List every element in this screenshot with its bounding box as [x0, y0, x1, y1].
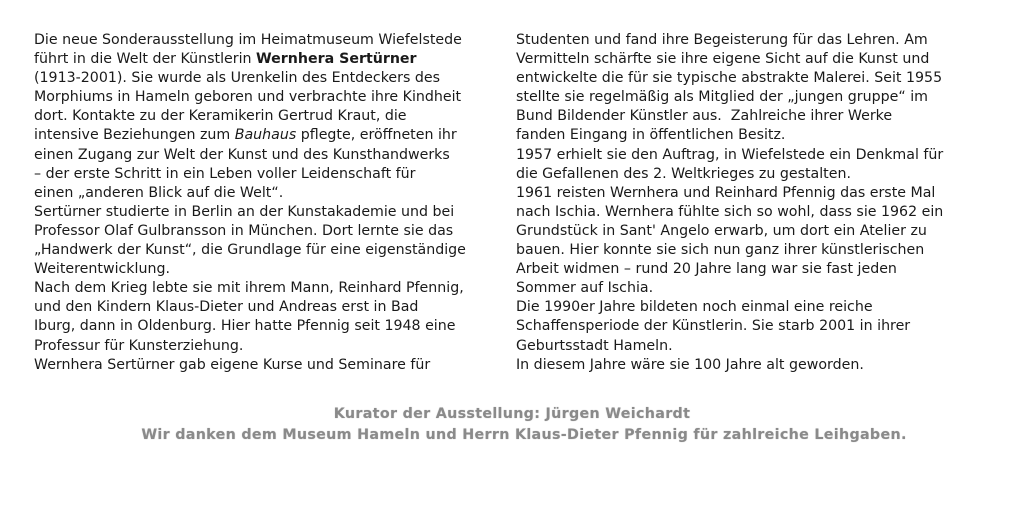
text-line: 1961 reisten Wernhera und Reinhard Pfennig das erste Mal	[516, 184, 936, 201]
text-line: dort. Kontakte zu der Keramikerin Gertrud Kraut, die	[34, 108, 407, 125]
text-line: Professur für Kunsterziehung.	[34, 337, 244, 354]
text-line: die Gefallenen des 2. Weltkrieges zu gestalten.	[516, 165, 851, 182]
text-line	[34, 126, 500, 145]
right-text-column	[516, 31, 996, 375]
text-segment: intensive Beziehungen zum	[34, 127, 235, 144]
text-line: Iburg, dann in Oldenburg. Hier hatte Pfennig seit 1948 eine	[34, 318, 456, 335]
text-segment: führt in die Welt der Künstlerin	[34, 51, 257, 68]
text-line: bauen. Hier konnte sie sich nun ganz ihrer künstlerischen	[516, 242, 925, 259]
artist-name-bold: Wernhera Sertürner	[256, 51, 417, 68]
text-line: fanden Eingang in öffentlichen Besitz.	[516, 127, 786, 144]
credits-block	[0, 404, 1024, 446]
text-line: Geburtsstadt Hameln.	[516, 337, 673, 354]
text-line: Professor Olaf Gulbransson in München. Dort lernte sie das	[34, 222, 454, 239]
text-line: Vermitteln schärfte sie ihre eigene Sicht auf die Kunst und	[516, 51, 930, 68]
text-line: und den Kindern Klaus-Dieter und Andreas erst in Bad	[34, 299, 419, 316]
text-line: Wernhera Sertürner gab eigene Kurse und Seminare für	[34, 356, 431, 373]
thanks-credit: Wir danken dem Museum Hameln und Herrn Klaus-Dieter Pfennig für zahlreiche Leihgaben.	[141, 427, 907, 443]
text-line: Bund Bildender Künstler aus. Zahlreiche ihrer Werke	[516, 108, 893, 125]
text-segment: pflegte, eröffneten ihr	[296, 127, 457, 144]
text-line: Studenten und fand ihre Begeisterung für das Lehren. Am	[516, 32, 928, 48]
text-line: stellte sie regelmäßig als Mitglied der „jungen gruppe“ im	[516, 89, 928, 106]
text-line: (1913-2001). Sie wurde als Urenkelin des Entdeckers des	[34, 70, 441, 87]
text-line: „Handwerk der Kunst“, die Grundlage für eine eigenständige	[34, 242, 466, 259]
text-line: Die 1990er Jahre bildeten noch einmal eine reiche	[516, 299, 873, 316]
curator-credit: Kurator der Ausstellung: Jürgen Weichardt	[333, 406, 691, 422]
text-line: Die neue Sonderausstellung im Heimatmuseum Wiefelstede	[34, 32, 462, 48]
text-line: Arbeit widmen – rund 20 Jahre lang war sie fast jeden	[516, 261, 897, 278]
text-line: Morphiums in Hameln geboren und verbrachte ihre Kindheit	[34, 89, 462, 106]
text-line: einen „anderen Blick auf die Welt“.	[34, 184, 284, 201]
left-text-column	[34, 31, 500, 375]
text-line: 1957 erhielt sie den Auftrag, in Wiefelstede ein Denkmal für	[516, 146, 944, 163]
text-line: entwickelte die für sie typische abstrakte Malerei. Seit 1955	[516, 70, 943, 87]
bauhaus-italic: Bauhaus	[234, 127, 297, 144]
text-line	[34, 50, 500, 69]
text-line: – der erste Schritt in ein Leben voller Leidenschaft für	[34, 165, 416, 182]
text-line: Schaffensperiode der Künstlerin. Sie starb 2001 in ihrer	[516, 318, 911, 335]
text-line: nach Ischia. Wernhera fühlte sich so wohl, dass sie 1962 ein	[516, 203, 944, 220]
text-line: In diesem Jahre wäre sie 100 Jahre alt geworden.	[516, 356, 864, 373]
text-line: Grundstück in Sant' Angelo erwarb, um dort ein Atelier zu	[516, 222, 927, 239]
text-line: Nach dem Krieg lebte sie mit ihrem Mann, Reinhard Pfennig,	[34, 280, 464, 297]
text-line: Sertürner studierte in Berlin an der Kunstakademie und bei	[34, 203, 455, 220]
text-line: Sommer auf Ischia.	[516, 280, 654, 297]
text-line: einen Zugang zur Welt der Kunst und des Kunsthandwerks	[34, 146, 450, 163]
text-line: Weiterentwicklung.	[34, 261, 170, 278]
